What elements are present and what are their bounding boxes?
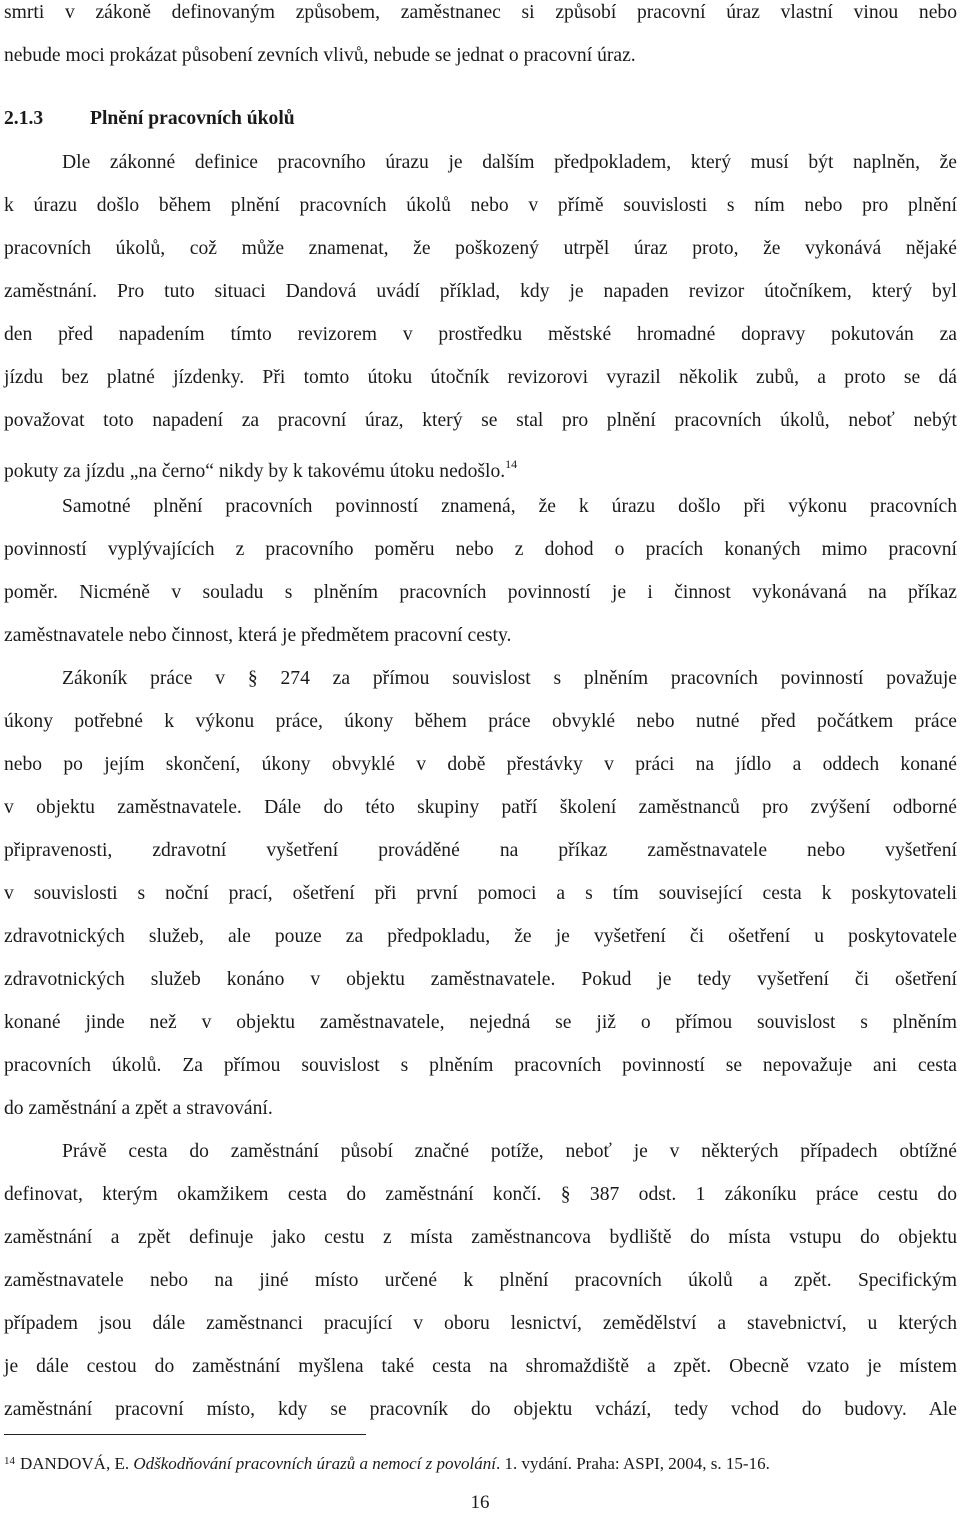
footnote-number: 14 [4, 1455, 15, 1467]
text-line: povinností vyplývajících z pracovního poměru nebo z dohod o pracích konaných mimo pracovní [4, 539, 957, 560]
text-line: zdravotnických služeb, ale pouze za předpokladu, že je vyšetření či ošetření u poskytovatele [4, 926, 957, 947]
text-line: v souvislosti s noční prací, ošetření při první pomoci a s tím související cesta k poskytovateli [4, 883, 957, 904]
text-line: poměr. Nicméně v souladu s plněním pracovních povinností je i činnost vykonávaná na příkaz [4, 582, 957, 603]
text-line: zaměstnání pracovní místo, kdy se pracovník do objektu vchází, tedy vchod do budovy. Ale [4, 1399, 957, 1420]
text-line: do zaměstnání a zpět a stravování. [4, 1098, 273, 1119]
footnote-reference: 14 [505, 457, 518, 471]
text-line: zaměstnavatele nebo činnost, která je předmětem pracovní cesty. [4, 625, 512, 646]
section-number: 2.1.3 [4, 108, 44, 129]
text-line: nebude moci prokázat působení zevních vlivů, nebude se jednat o pracovní úraz. [4, 45, 636, 66]
text-line: zaměstnavatele nebo na jiné místo určené k plnění pracovních úkolů a zpět. Specifickým [4, 1270, 957, 1291]
text-line: pracovních úkolů. Za přímou souvislost s plněním pracovních povinností se nepovažuje ani cesta [4, 1055, 957, 1076]
text-line: pracovních úkolů, což může znamenat, že poškozený utrpěl úraz proto, že vykonává nějaké [4, 238, 957, 259]
text-line: úkony potřebné k výkonu práce, úkony během práce obvyklé nebo nutné před počátkem práce [4, 711, 957, 732]
footnote-title: Odškodňování pracovních úrazů a nemocí z povolání [133, 1454, 496, 1473]
text-line: Zákoník práce v § 274 za přímou souvislost s plněním pracovních povinností považuje [62, 668, 957, 689]
text-line: případem jsou dále zaměstnanci pracující v oboru lesnictví, zemědělství a stavebnictví, u kterých [4, 1313, 957, 1334]
text-line: konané jinde než v objektu zaměstnavatele, nejedná se již o přímou souvislost s plněním [4, 1012, 957, 1033]
text-line: v objektu zaměstnavatele. Dále do této skupiny patří školení zaměstnanců pro zvýšení odborné [4, 797, 957, 818]
text-line: je dále cestou do zaměstnání myšlena také cesta na shromaždiště a zpět. Obecně vzato je místem [4, 1356, 957, 1377]
text-line [4, 451, 957, 485]
text-line: zdravotnických služeb konáno v objektu zaměstnavatele. Pokud je tedy vyšetření či ošetření [4, 969, 957, 990]
text-line: Samotné plnění pracovních povinností znamená, že k úrazu došlo při výkonu pracovních [62, 496, 957, 517]
footnote-details: . 1. vydání. Praha: ASPI, 2004, s. 15-16. [495, 1454, 770, 1473]
footnote-author: DANDOVÁ, E. [20, 1454, 130, 1473]
footnote-separator [4, 1434, 366, 1435]
page-number: 16 [470, 1492, 490, 1513]
text-line: definovat, kterým okamžikem cesta do zaměstnání končí. § 387 odst. 1 zákoníku práce cestu do [4, 1184, 957, 1205]
text-line: k úrazu došlo během plnění pracovních úkolů nebo v přímě souvislosti s ním nebo pro plnění [4, 195, 957, 216]
section-title: Plnění pracovních úkolů [90, 108, 295, 129]
text-line: smrti v zákoně definovaným způsobem, zaměstnanec si způsobí pracovní úraz vlastní vinou nebo [4, 2, 957, 23]
text-line: připravenosti, zdravotní vyšetření prováděné na příkaz zaměstnavatele nebo vyšetření [4, 840, 957, 861]
text-line: nebo po jejím skončení, úkony obvyklé v době přestávky v práci na jídlo a oddech konané [4, 754, 957, 775]
text-line: jízdu bez platné jízdenky. Při tomto útoku útočník revizorovi vyrazil několik zubů, a proto se dá [4, 367, 957, 388]
text-line: den před napadením tímto revizorem v prostředku městské hromadné dopravy pokutován za [4, 324, 957, 345]
text-line-content: pokuty za jízdu „na černo“ nikdy by k takovému útoku nedošlo. [4, 461, 506, 482]
text-line: zaměstnání a zpět definuje jako cestu z místa zaměstnancova bydliště do místa vstupu do objektu [4, 1227, 957, 1248]
text-line: zaměstnání. Pro tuto situaci Dandová uvádí příklad, kdy je napaden revizor útočníkem, který byl [4, 281, 957, 302]
footnote [4, 1450, 770, 1475]
text-line: považovat toto napadení za pracovní úraz, který se stal pro plnění pracovních úkolů, neboť nebýt [4, 410, 957, 431]
text-line: Právě cesta do zaměstnání působí značné potíže, neboť je v některých případech obtížné [62, 1141, 957, 1162]
text-line: Dle zákonné definice pracovního úrazu je dalším předpokladem, který musí být naplněn, že [62, 152, 957, 173]
section-heading [4, 106, 295, 132]
